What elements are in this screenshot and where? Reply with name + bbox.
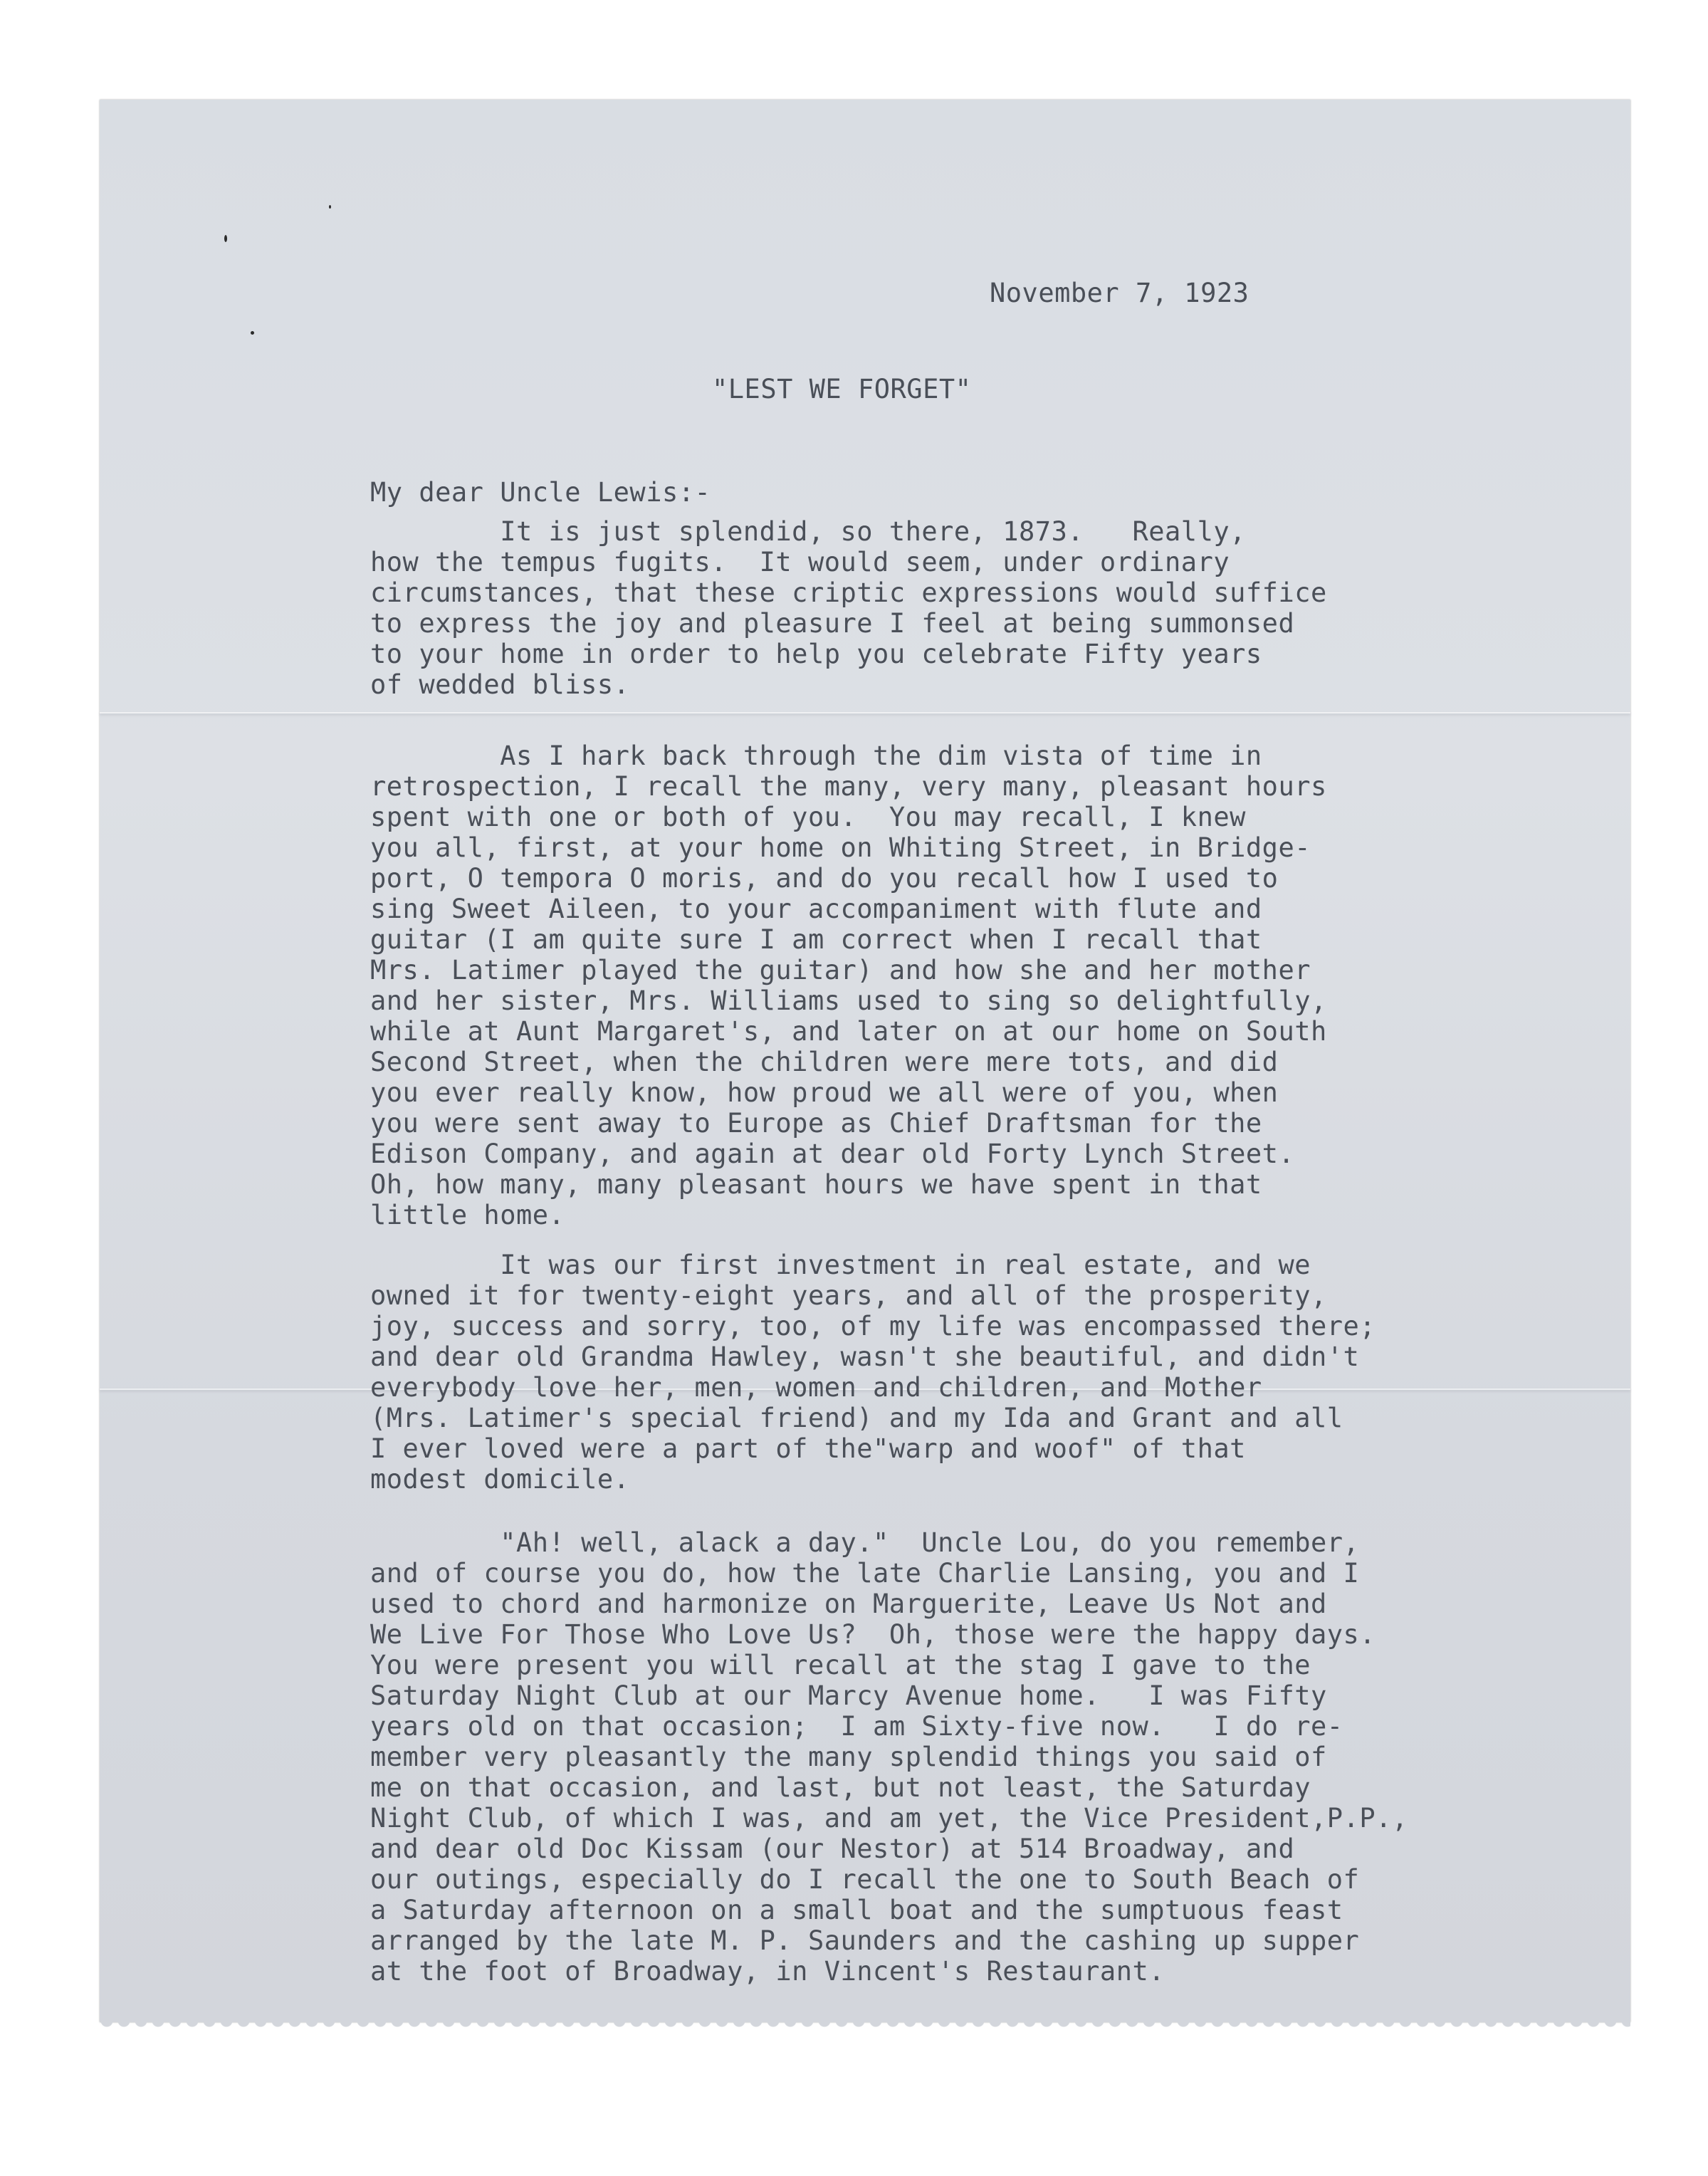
letter-date: November 7, 1923 (990, 278, 1249, 308)
paragraph-3: It was our first investment in real estate, and we owned it for twenty-eight years, and all of the prosperity, joy, success and sorry, too, of my life was encompassed there; and dear old Grandma Hawley, wasn't she beautiful, and didn't everybody love her, men, women and children, and Mother (Mrs. Latimer's special friend) and my Ida and Grant and all I ever loved were a part of the"warp and woof" of that modest domicile. (370, 1250, 1376, 1495)
letter-title: "LEST WE FORGET" (712, 374, 972, 404)
paper-speck (251, 331, 254, 335)
paragraph-2: As I hark back through the dim vista of time in retrospection, I recall the many, very many, pleasant hours spent with one or both of you. You may recall, I knew you all, first, at your home on Whiting Street, in Bridge- port, O tempora O moris, and do you recall how I used to sing Sweet Aileen, to your accompaniment with flute and guitar (I am quite sure I am correct when I recall that Mrs. Latimer played the guitar) and how she and her mother and her sister, Mrs. Williams used to sing so delightfully, while at Aunt Margaret's, and later on at our home on South Second Street, when the children were mere tots, and did you ever really know, how proud we all were of you, when you were sent away to Europe as Chief Draftsman for the Edison Company, and again at dear old Forty Lynch Street. Oh, how many, many pleasant hours we have spent in that little home. (370, 741, 1327, 1230)
torn-bottom-edge (100, 2021, 1630, 2032)
fold-line-upper (100, 712, 1630, 713)
paper-speck (224, 235, 227, 242)
letter-page (100, 100, 1630, 2022)
letter-salutation: My dear Uncle Lewis:- (370, 477, 711, 508)
paper-speck (329, 205, 331, 209)
paragraph-1: It is just splendid, so there, 1873. Really, how the tempus fugits. It would seem, under ordinary circumstances, that these criptic expressions would suffice to express the joy and pleasure I feel at being summonsed to your home in order to help you celebrate Fifty years of wedded bliss. (370, 516, 1327, 700)
paragraph-4: "Ah! well, alack a day." Uncle Lou, do you remember, and of course you do, how the late Charlie Lansing, you and I used to chord and harmonize on Marguerite, Leave Us Not and We Live For Those Who Love Us? Oh, those were the happy days. You were present you will recall at the stag I gave to the Saturday Night Club at our Marcy Avenue home. I was Fifty years old on that occasion; I am Sixty-five now. I do re- member very pleasantly the many splendid things you said of me on that occasion, and last, but not least, the Saturday Night Club, of which I was, and am yet, the Vice President,P.P., and dear old Doc Kissam (our Nestor) at 514 Broadway, and our outings, especially do I recall the one to South Beach of a Saturday afternoon on a small boat and the sumptuous feast arranged by the late M. P. Saunders and the cashing up supper at the foot of Broadway, in Vincent's Restaurant. (370, 1527, 1408, 1987)
